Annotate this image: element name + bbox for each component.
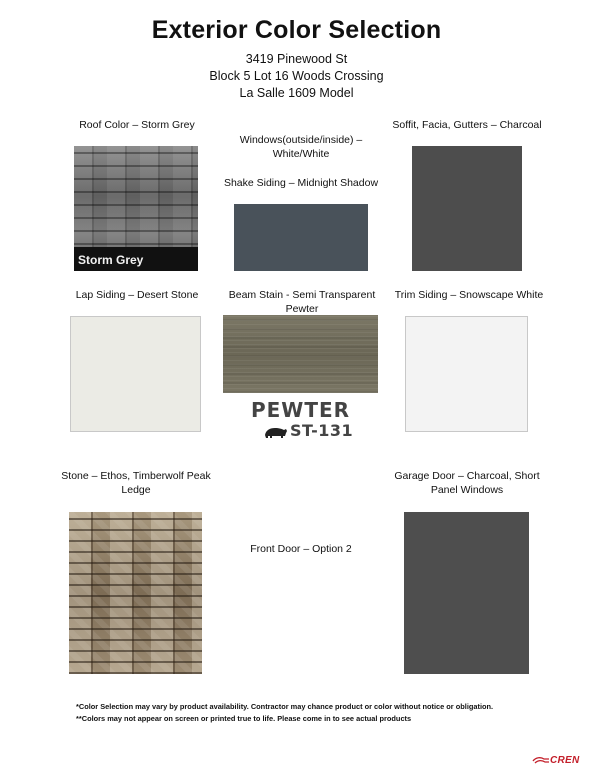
garage-door-swatch xyxy=(404,512,529,674)
beam-stain-label: Beam Stain - Semi Transparent Pewter xyxy=(228,289,376,315)
footnote-2: **Colors may not appear on screen or printed true to life. Please come in to see actual products xyxy=(76,714,412,723)
trim-siding-label: Trim Siding – Snowscape White xyxy=(394,289,544,301)
lap-siding-swatch xyxy=(70,316,201,432)
roof-swatch-text: Storm Grey xyxy=(78,253,144,267)
address-line-3: La Salle 1609 Model xyxy=(239,86,354,100)
soffit-swatch xyxy=(412,146,522,271)
page-title: Exterior Color Selection xyxy=(151,16,442,44)
front-door-label: Front Door – Option 2 xyxy=(250,543,352,555)
address-line-2: Block 5 Lot 16 Woods Crossing xyxy=(209,69,384,83)
footnote-1: *Color Selection may vary by product availability. Contractor may chance product or color without notice or obligation. xyxy=(76,702,494,711)
lap-siding-label: Lap Siding – Desert Stone xyxy=(75,289,199,301)
bear-logo-icon xyxy=(264,425,288,439)
garage-door-label: Garage Door – Charcoal, Short Panel Windows xyxy=(394,470,540,496)
shake-siding-swatch xyxy=(234,204,368,271)
soffit-label: Soffit, Facia, Gutters – Charcoal xyxy=(392,119,542,131)
address-line-1: 3419 Pinewood St xyxy=(245,52,348,66)
stone-label: Stone – Ethos, Timberwolf Peak Ledge xyxy=(61,470,211,496)
pewter-brand-word: PEWTER xyxy=(250,398,351,422)
pewter-code: ST-131 xyxy=(290,421,354,440)
stone-swatch xyxy=(69,512,202,674)
cren-logo-icon xyxy=(532,756,550,765)
roof-swatch xyxy=(74,146,198,271)
shake-siding-label: Shake Siding – Midnight Shadow xyxy=(223,177,379,189)
trim-siding-swatch xyxy=(405,316,528,432)
roof-color-label: Roof Color – Storm Grey xyxy=(79,119,195,131)
windows-label: Windows(outside/inside) – White/White xyxy=(239,134,363,160)
cren-logo-text: CREN xyxy=(550,755,580,766)
beam-stain-swatch xyxy=(223,315,378,393)
